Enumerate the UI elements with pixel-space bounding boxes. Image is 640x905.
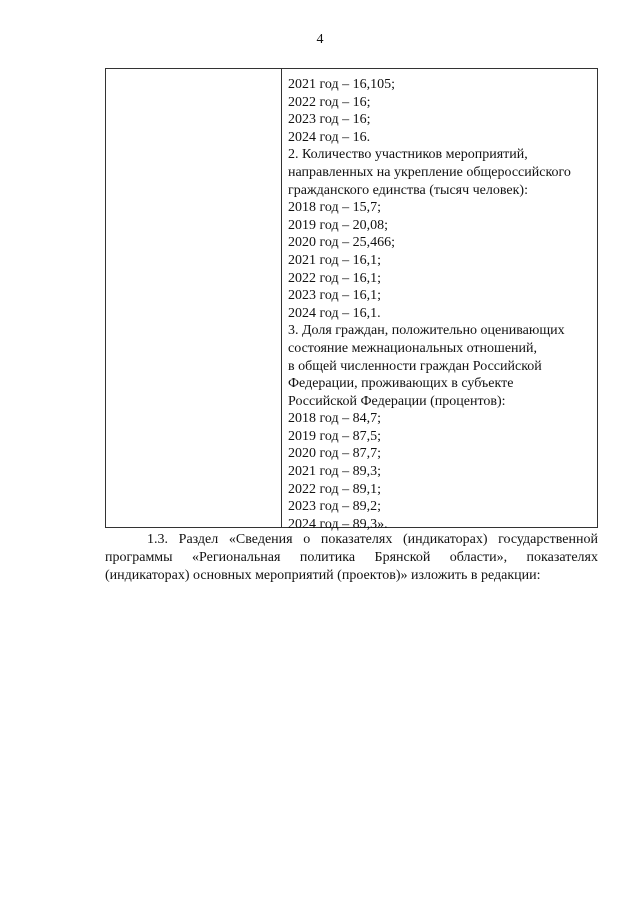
table-line: 2024 год – 89,3».	[288, 516, 388, 532]
table-line: 2022 год – 16,1;	[288, 270, 382, 286]
table-line: направленных на укрепление общероссийского	[288, 164, 571, 180]
paragraph-word: политика	[299, 550, 356, 565]
paragraph-word: о	[303, 532, 311, 547]
table-line: 2019 год – 20,08;	[288, 217, 389, 233]
table-column-divider	[281, 69, 282, 527]
paragraph-word: «Сведения	[228, 532, 293, 547]
table-line: 2023 год – 89,2;	[288, 499, 382, 515]
table-line: 2020 год – 25,466;	[288, 235, 396, 251]
paragraph-word: Раздел	[178, 532, 219, 547]
paragraph-line	[105, 567, 598, 585]
table-line: Федерации, проживающих в субъекте	[288, 376, 514, 392]
table-cell-values	[288, 76, 593, 533]
table-line: 3. Доля граждан, положительно оценивающих	[288, 323, 565, 339]
table-line: 2. Количество участников мероприятий,	[288, 147, 528, 163]
paragraph-word: программы	[105, 550, 173, 565]
table-line: в общей численности граждан Российской	[288, 358, 542, 374]
table-line: Российской Федерации (процентов):	[288, 393, 506, 409]
paragraph-word: государственной	[498, 532, 598, 547]
paragraph-word: показателях	[320, 532, 393, 547]
paragraph-word: Брянской	[374, 550, 431, 565]
paragraph-word: (индикаторах) основных мероприятий (проектов)» изложить в редакции:	[105, 568, 541, 583]
paragraph-word: (индикаторах)	[402, 532, 488, 547]
paragraph-word: области»,	[449, 550, 508, 565]
section-paragraph	[105, 531, 598, 585]
page-number: 4	[316, 32, 324, 47]
paragraph-line	[105, 549, 598, 567]
table-line: 2018 год – 84,7;	[288, 411, 382, 427]
table-line: 2019 год – 87,5;	[288, 428, 382, 444]
table-line: 2023 год – 16;	[288, 112, 371, 128]
table-line: 2024 год – 16,1.	[288, 305, 381, 321]
table-line: 2021 год – 16,105;	[288, 77, 396, 92]
table-line: 2022 год – 89,1;	[288, 481, 382, 497]
table-line: 2021 год – 16,1;	[288, 252, 382, 268]
table-line: 2020 год – 87,7;	[288, 446, 382, 462]
table-line: 2021 год – 89,3;	[288, 464, 382, 480]
paragraph-line	[105, 531, 598, 549]
table-line: 2018 год – 15,7;	[288, 200, 382, 216]
indicators-table	[105, 68, 598, 532]
table-line: гражданского единства (тысяч человек):	[288, 182, 528, 198]
table-line: состояние межнациональных отношений,	[288, 340, 538, 356]
table-line: 2022 год – 16;	[288, 94, 371, 110]
table-line: 2024 год – 16.	[288, 129, 371, 145]
paragraph-word: 1.3.	[147, 532, 168, 547]
table-line: 2023 год – 16,1;	[288, 288, 382, 304]
paragraph-word: показателях	[526, 550, 598, 565]
paragraph-word: «Региональная	[192, 550, 281, 565]
